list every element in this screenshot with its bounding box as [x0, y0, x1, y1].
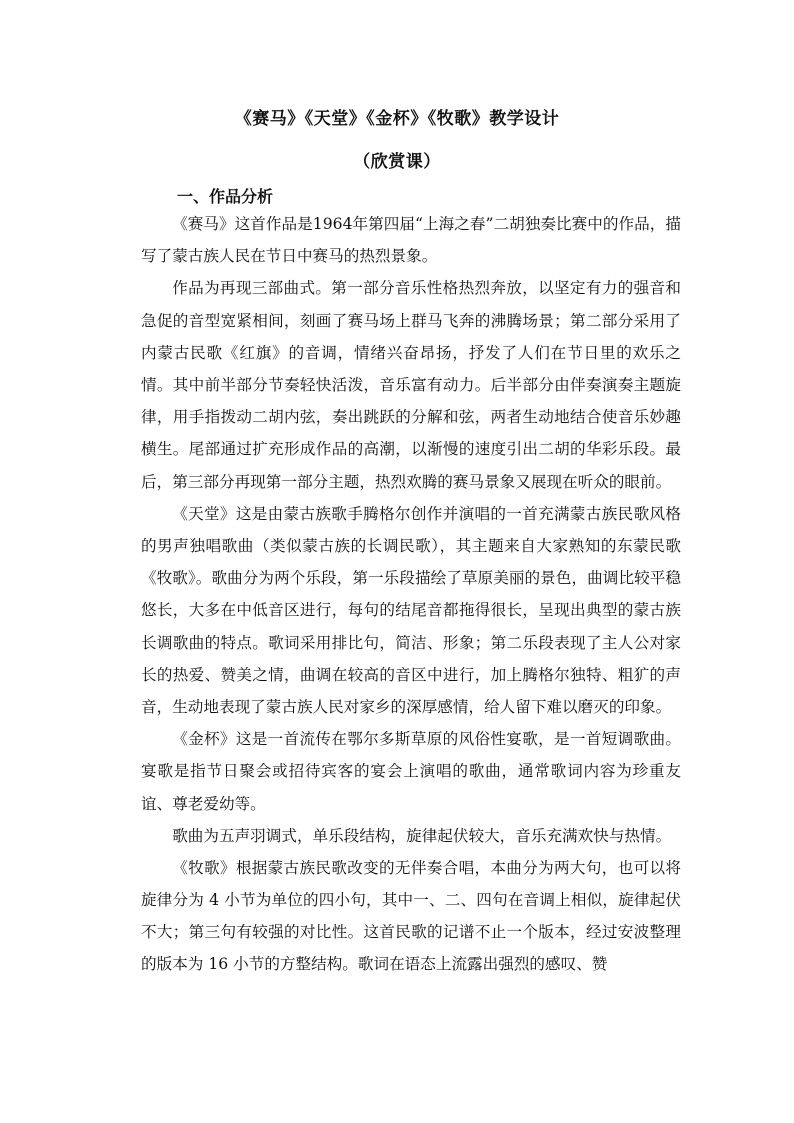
paragraph-saima-intro: 《赛马》这首作品是1964年第四届“上海之春”二胡独奏比赛中的作品，描写了蒙古族人民在节日中赛马的热烈景象。: [141, 215, 681, 266]
document-subtitle: （欣赏课）: [353, 152, 441, 172]
document-title: 《赛马》《天堂》《金杯》《牧歌》教学设计: [234, 109, 560, 129]
paragraph-tiantang: 《天堂》这是由蒙古族歌手腾格尔创作并演唱的一首充满蒙古族民歌风格的男声独唱歌曲（类似蒙古族的长调民歌），其主题来自大家熟知的东蒙民歌《牧歌》。歌曲分为两个乐段，第一乐段描绘了草原美丽的景色，曲调比较平稳悠长，大多在中低音区进行，每句的结尾音都拖得很长，呈现出典型的蒙古族长调歌曲的特点。歌词采用排比句，简洁、形象；第二乐段表现了主人公对家长的热爱、赞美之情，曲调在较高的音区中进行，加上腾格尔独特、粗犷的声音，生动地表现了蒙古族人民对家乡的深厚感情，给人留下难以磨灭的印象。: [141, 504, 681, 717]
section-heading: 一、作品分析: [177, 187, 274, 206]
paragraph-muge: 《牧歌》根据蒙古族民歌改变的无伴奏合唱，本曲分为两大句，也可以将旋律分为 4 小节为单位的四小句，其中一、二、四句在音调上相似，旋律起伏不大；第三句有较强的对比性。这首民歌的记谱不止一个版本，经过安波整理的版本为 16 小节的方整结构。歌词在语态上流露出强烈的感叹、赞: [141, 858, 681, 974]
paragraph-saima-analysis: 作品为再现三部曲式。第一部分音乐性格热烈奔放，以坚定有力的强音和急促的音型宽紧相间，刻画了赛马场上群马飞奔的沸腾场景；第二部分采用了内蒙古民歌《红旗》的音调，情绪兴奋昂扬，抒发了人们在节日里的欢乐之情。其中前半部分节奏轻快活泼，音乐富有动力。后半部分由伴奏演奏主题旋律，用手指拨动二胡内弦，奏出跳跃的分解和弦，两者生动地结合使音乐妙趣横生。尾部通过扩充形成作品的高潮，以渐慢的速度引出二胡的华彩乐段。最后，第三部分再现第一部分主题，热烈欢腾的赛马景象又展现在听众的眼前。: [141, 279, 681, 491]
paragraph-jinbei-intro: 《金杯》这是一首流传在鄂尔多斯草原的风俗性宴歌，是一首短调歌曲。宴歌是指节日聚会或招待宾客的宴会上演唱的歌曲，通常歌词内容为珍重友谊、尊老爱幼等。: [141, 730, 681, 813]
paragraph-jinbei-analysis: 歌曲为五声羽调式，单乐段结构，旋律起伏较大，音乐充满欢快与热情。: [172, 826, 672, 845]
body-text: [141, 208, 681, 974]
